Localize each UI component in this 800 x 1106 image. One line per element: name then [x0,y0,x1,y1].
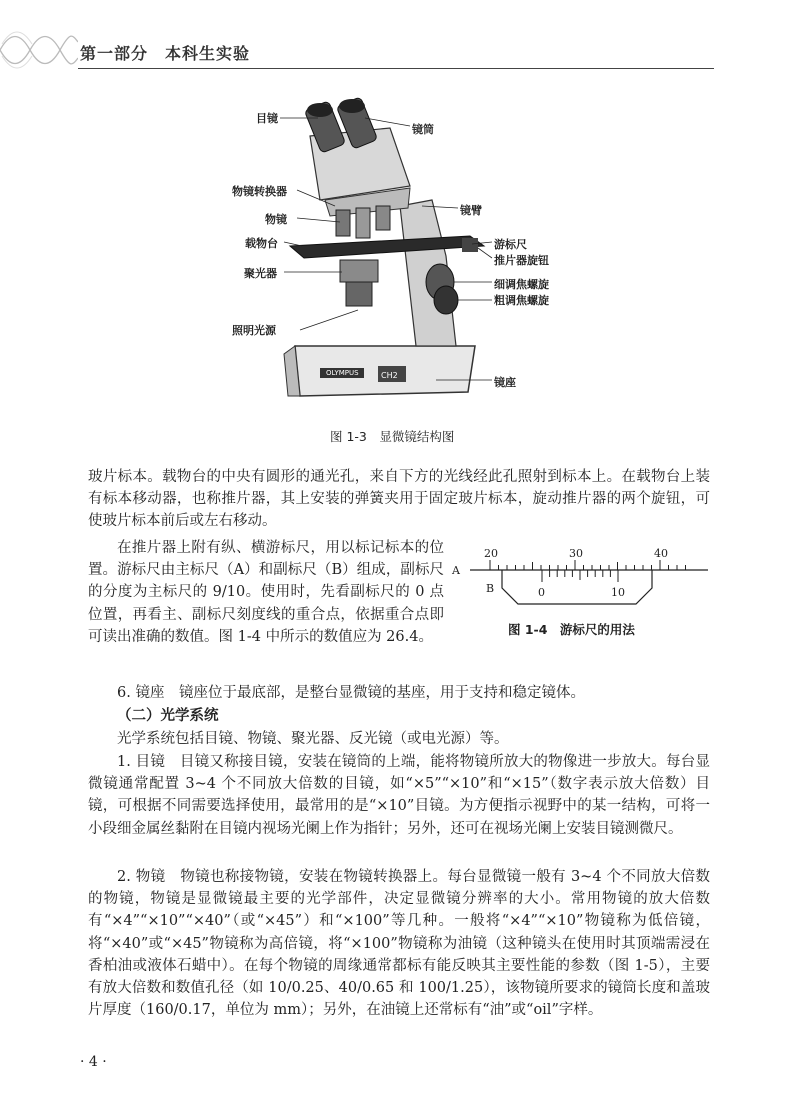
vernier-tick-10: 10 [611,586,625,599]
label-stage-knob: 推片器旋钮 [494,254,549,267]
label-light-source: 照明光源 [232,324,276,337]
label-stage: 载物台 [245,237,278,250]
heading-optical-system: （二）光学系统 [117,707,219,724]
paragraph-vernier: 在推片器上附有纵、横游标尺，用以标记标本的位置。游标尺由主标尺（A）和副标尺（B）组成，副标尺的分度为主标尺的 9/10。使用时，先看副标尺的 0 点位置，再看主、副标尺刻度线的重合点，依据重合点即可读出准确的数值。图 1-4 中所示的数值应为 26.4。 [88,540,444,645]
main-tick-40: 40 [654,547,668,560]
label-condenser: 聚光器 [244,267,277,280]
brand-text: OLYMPUS [326,369,359,377]
paragraph-base: 6. 镜座 镜座位于最底部，是整台显微镜的基座，用于支持和稳定镜体。 [117,685,585,701]
label-eyepiece: 目镜 [256,112,278,125]
figure-caption-1-3: 图 1-3 显微镜结构图 [330,429,455,444]
page-header [0,0,800,70]
label-tube: 镜筒 [412,123,434,136]
dna-helix-decoration [0,30,78,70]
model-text: CH2 [381,371,398,380]
label-vernier: 游标尺 [494,238,527,251]
paragraph-stage-continued: 玻片标本。载物台的中央有圆形的通光孔，来自下方的光线经此孔照射到标本上。在载物台上装有标本移动器，也称推片器，其上安装的弹簧夹用于固定玻片标本，旋动推片器的两个旋钮，可使玻片标本前后或左右移动。 [88,469,710,530]
paragraph-objective: 2. 物镜 物镜也称接物镜，安装在物镜转换器上。每台显微镜一般有 3~4 个不同放大倍数的物镜，物镜是显微镜最主要的光学部件，决定显微镜分辨率的大小。常用物镜的放大倍数有“×4”“×10”“×40”（或“×45”）和“×100”等几种。一般将“×4”“×10”物镜称为低倍镜，将“×40”或“×45”物镜称为高倍镜，将“×100”物镜称为油镜（这种镜头在使用时其顶端需浸在香柏油或液体石蜡中）。在每个物镜的周缘通常都标有能反映其主要性能的参数（图 1-5），主要有放大倍数和数值孔径（如 10/0.25、40/0.65 和 100/1.25），该物镜所要求的镜筒长度和盖玻片厚度（160/0.17，单位为 mm）；另外，在油镜上还常标有“油”或“oil”字样。 [88,869,710,1019]
label-coarse-focus: 粗调焦螺旋 [494,294,549,307]
header-rule [78,68,714,69]
label-base: 镜座 [494,376,516,389]
label-nosepiece: 物镜转换器 [232,185,287,198]
main-tick-20: 20 [484,547,498,560]
vernier-diagram [450,544,710,664]
label-objective: 物镜 [265,213,287,226]
page-number: · 4 · [80,1054,107,1070]
scale-label-a: A [452,564,460,577]
main-tick-30: 30 [569,547,583,560]
paragraph-eyepiece: 1. 目镜 目镜又称接目镜，安装在镜筒的上端，能将物镜所放大的物像进一步放大。每台显微镜通常配置 3~4 个不同放大倍数的目镜，如“×5”“×10”和“×15”（数字表示放大倍数）目镜，可根据不同需要选择使用，最常用的是“×10”目镜。为方便指示视野中的某一结构，可将一小段细金属丝黏附在目镜内视场光阑上作为指针；另外，还可在视场光阑上安装目镜测微尺。 [88,754,710,837]
figure-caption-1-4: 图 1-4 游标尺的用法 [508,622,635,637]
vernier-tick-0: 0 [538,586,545,599]
label-arm: 镜臂 [460,204,482,217]
label-fine-focus: 细调焦螺旋 [494,278,549,291]
section-title: 第一部分 本科生实验 [80,44,251,63]
paragraph-optical-intro: 光学系统包括目镜、物镜、聚光器、反光镜（或电光源）等。 [117,731,509,747]
scale-label-b: B [486,582,495,595]
